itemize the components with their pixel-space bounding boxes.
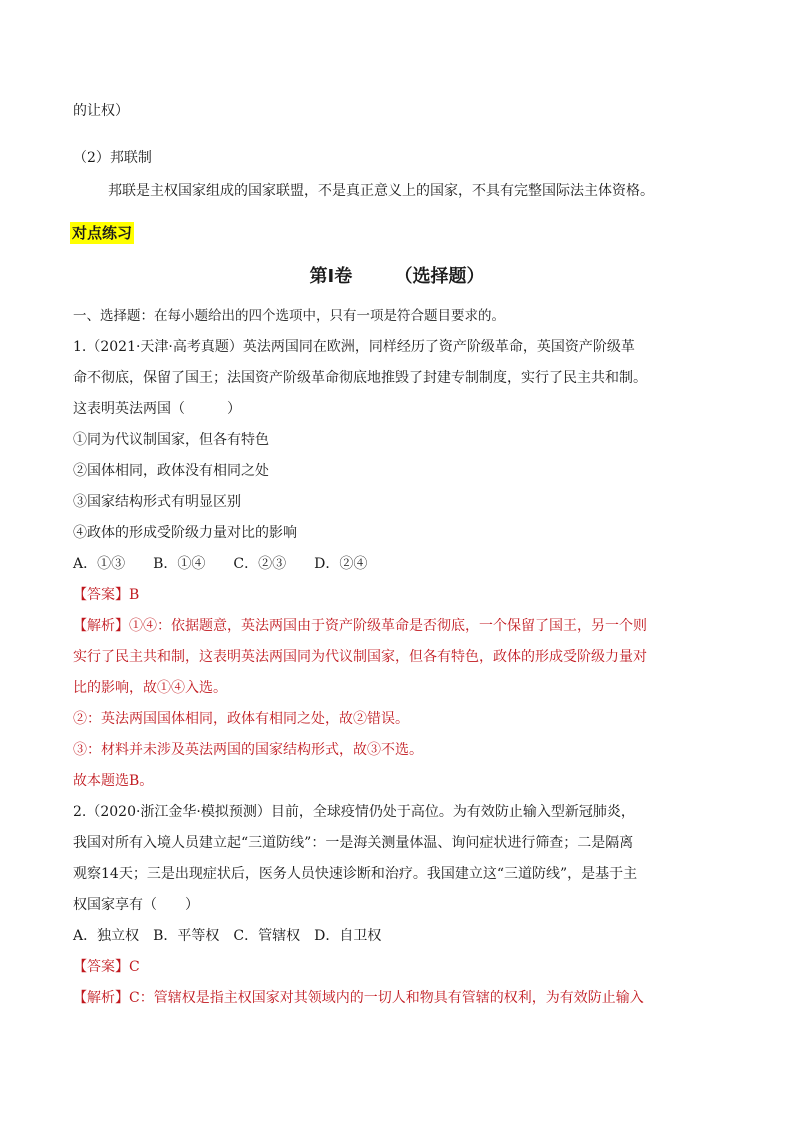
q1-stem-line: 命不彻底，保留了国王；法国资产阶级革命彻底地推毁了封建专制制度，实行了民主共和制。 [73,370,647,386]
q1-options: A．①③ B．①④ C．②③ D．②④ [73,556,368,572]
intro-paragraph: 邦联是主权国家组成的国家联盟，不是真正意义上的国家，不具有完整国际法主体资格。 [108,183,654,199]
q1-statement: ①同为代议制国家，但各有特色 [73,432,269,448]
q1-analysis-line: 比的影响，故①④入选。 [73,680,227,696]
q1-stem-line: 这表明英法两国（ ） [73,401,241,417]
q2-options: A．独立权 B．平等权 C．管辖权 D．自卫权 [73,928,382,944]
q1-stem-line: 1.（2021·天津·高考真题）英法两国同在欧洲，同样经历了资产阶级革命，英国资产阶级革 [73,339,635,355]
q1-analysis-line: 实行了民主共和制，这表明英法两国同为代议制国家，但各有特色，政体的形成受阶级力量对 [73,649,647,665]
volume-title [0,264,794,290]
q2-analysis-line: 【解析】C：管辖权是指主权国家对其领域内的一切人和物具有管辖的权利，为有效防止输入 [73,990,644,1006]
q1-conclusion: 故本题选B。 [73,773,154,789]
q1-statement: ③国家结构形式有明显区别 [73,494,241,510]
subheading-confederation: （2）邦联制 [73,150,152,166]
volume-part: 第Ⅰ卷 [309,266,353,287]
q1-statement: ④政体的形成受阶级力量对比的影响 [73,525,297,541]
q1-statement: ②国体相同，政体没有相同之处 [73,463,269,479]
volume-name: （选择题） [394,266,485,287]
q2-stem-line: 权国家享有（ ） [73,897,199,913]
q1-analysis-line: ③：材料并未涉及英法两国的国家结构形式，故③不选。 [73,742,423,758]
q1-analysis-line: ②：英法两国国体相同，政体有相同之处，故②错误。 [73,711,409,727]
q1-answer: 【答案】B [73,587,140,603]
q2-stem-line: 2.（2020·浙江金华·模拟预测）目前，全球疫情仍处于高位。为有效防止输入型新冠肺炎， [73,804,635,820]
q2-stem-line: 观察14天；三是出现症状后，医务人员快速诊断和治疗。我国建立这“三道防线”，是基于主 [73,866,638,882]
practice-label: 对点练习 [72,224,133,242]
q1-analysis-line: 【解析】①④：依据题意，英法两国由于资产阶级革命是否彻底，一个保留了国王，另一个则 [73,618,647,634]
q2-stem-line: 我国对所有入境人员建立起“三道防线”：一是海关测量体温、询问症状进行筛查；二是隔离 [73,835,634,851]
q2-answer: 【答案】C [73,959,140,975]
section-instruction: 一、选择题：在每小题给出的四个选项中，只有一项是符合题目要求的。 [73,308,505,324]
intro-line: 的让权） [73,103,129,119]
